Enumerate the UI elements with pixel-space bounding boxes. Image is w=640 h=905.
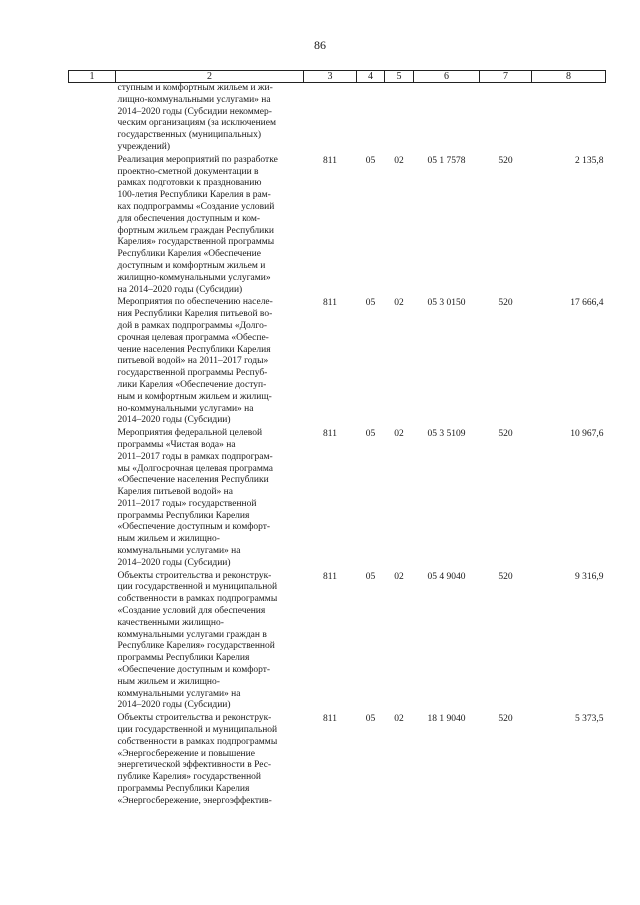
row-index-cell: [69, 297, 116, 428]
row-code-4: 05: [365, 429, 376, 440]
row-code-5: 02: [394, 714, 404, 725]
column-header-8: 8: [532, 71, 606, 83]
row-description: ступным и комфортным жильем и жи- лищно-коммунальными услугами» на 2014–2020 годы (Субсидии некоммер- ческим организациям (за исключением государственных (муниципальных) учреждений): [117, 83, 276, 152]
column-header-3: 3: [304, 71, 357, 83]
row-code-6: 05 3 5109: [427, 429, 466, 440]
row-code-6: 05 4 9040: [427, 571, 466, 582]
row-code-3: 811: [323, 571, 337, 582]
row-code-7: 520: [498, 429, 513, 440]
column-header-6: 6: [414, 71, 480, 83]
row-code-5: 02: [394, 298, 404, 309]
row-code-5: 02: [394, 155, 404, 166]
column-header-4: 4: [357, 71, 385, 83]
row-code-6: 05 3 0150: [427, 298, 466, 309]
row-index-cell: [69, 713, 116, 808]
table-row: [69, 297, 606, 428]
row-index-cell: [69, 571, 116, 714]
row-description: Мероприятия федеральной целевой программы «Чистая вода» на 2011–2017 годы в рамках подпрограм- мы «Долгосрочная целевая программа «Обеспечение населения Республики Карелия питьевой водой» на 2011–2017 годы» государственной программы Республики Карелия «Обеспечение доступным и комфорт- ным жильем и жилищно- коммунальными услугами» на 2014–2020 годы (Субсидии): [117, 428, 274, 568]
budget-table: [68, 70, 606, 809]
table-row: [69, 155, 606, 298]
row-code-4: 05: [365, 155, 376, 166]
row-index-cell: [69, 155, 116, 298]
row-code-3: 811: [323, 429, 337, 440]
column-number-header-row: [69, 71, 606, 83]
row-code-5: 02: [394, 571, 404, 582]
column-header-5: 5: [385, 71, 414, 83]
row-code-4: [357, 83, 385, 155]
row-code-3: 811: [323, 714, 337, 725]
row-amount: 17 666,4: [570, 298, 604, 309]
column-header-7: 7: [480, 71, 532, 83]
row-code-6: [414, 83, 480, 155]
row-code-3: 811: [323, 155, 337, 166]
row-description: Объекты строительства и реконструк- ции государственной и муниципальной собственности в рамках подпрограммы «Энергосбережение и повышение энергетической эффективности в Рес- публике Карелия» государственной программы Республики Карелия «Энергосбережение, энергоэффектив-: [117, 713, 278, 806]
row-code-3: [304, 83, 357, 155]
table-row: [69, 428, 606, 571]
row-code-7: [480, 83, 532, 155]
row-code-7: 520: [498, 155, 513, 166]
row-code-5: [385, 83, 414, 155]
row-code-7: 520: [498, 298, 513, 309]
column-header-2: 2: [116, 71, 304, 83]
row-description: Объекты строительства и реконструк- ции государственной и муниципальной собственности в рамках подпрограммы «Создание условий для обеспечения качественными жилищно- коммунальными услугами граждан в Республике Карелия» государственной программы Республики Карелия «Обеспечение доступным и комфорт- ным жильем и жилищно- коммунальными услугами» на 2014–2020 годы (Субсидии): [117, 570, 278, 711]
row-index-cell: [69, 428, 116, 571]
table-row: [69, 83, 606, 155]
row-code-4: 05: [365, 571, 376, 582]
page-number: 86: [314, 38, 326, 52]
row-amount: 10 967,6: [570, 429, 604, 440]
row-code-4: 05: [365, 714, 376, 725]
row-amount: 9 316,9: [575, 571, 604, 582]
row-amount: 2 135,8: [575, 155, 604, 166]
row-index-cell: [69, 83, 116, 155]
row-code-7: 520: [498, 714, 513, 725]
row-code-6: 05 1 7578: [427, 155, 466, 166]
row-description: Мероприятия по обеспечению населе- ния Республики Карелия питьевой во- дой в рамках подпрограммы «Долго- срочная целевая программа «Обеспе- чение населения Республики Карелия питьевой водой» на 2011–2017 годы» государственной программы Респуб- лики Карелия «Обеспечение доступ- ным и комфортным жильем и жилищ- но-коммунальными услугами» на 2014–2020 годы (Субсидии): [117, 297, 273, 426]
table-row: [69, 713, 606, 808]
column-header-1: 1: [69, 71, 116, 83]
row-code-5: 02: [394, 429, 404, 440]
row-code-6: 18 1 9040: [427, 714, 466, 725]
table-row: [69, 571, 606, 714]
row-code-3: 811: [323, 298, 337, 309]
row-code-4: 05: [365, 298, 376, 309]
row-amount: 5 373,5: [575, 714, 604, 725]
row-description: Реализация мероприятий по разработке проектно-сметной документации в рамках подготовки к празднованию 100-летия Республики Карелия в рам- ках подпрограммы «Создание условий для обеспечения доступным и ком- фортным жильем граждан Республики Карелия» государственной программы Республики Карелия «Обеспечение доступным и комфортным жильем и жилищно-коммунальными услугами» на 2014–2020 годы (Субсидии): [117, 154, 278, 295]
row-amount: [532, 83, 606, 155]
row-code-7: 520: [498, 571, 513, 582]
